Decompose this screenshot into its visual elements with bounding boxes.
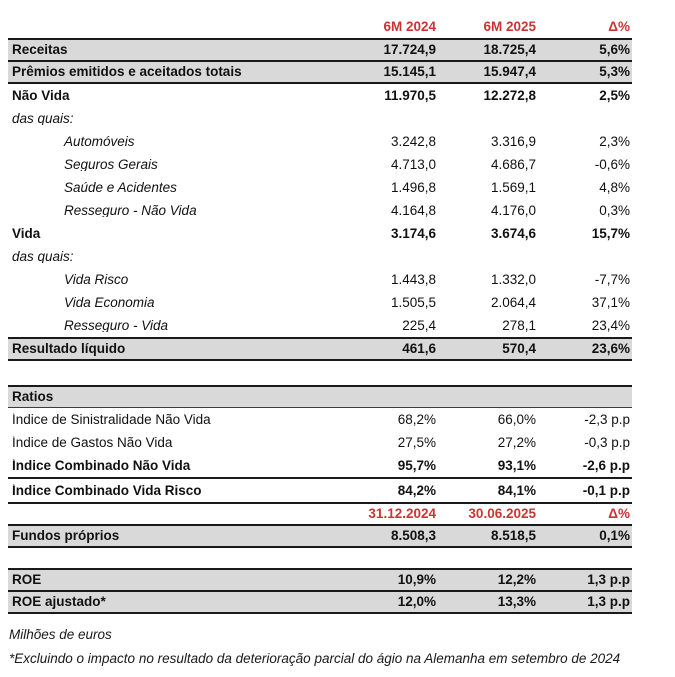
units-note: Milhões de euros [9, 627, 112, 642]
row-roe-ajustado [8, 592, 632, 614]
value-period1: 3.174,6 [390, 225, 436, 241]
row-resseguro-nao-vida [8, 199, 632, 222]
value-period2: 4.686,7 [490, 156, 536, 172]
value-period2: 84,1% [497, 482, 536, 498]
value-delta: 15,7% [591, 225, 630, 241]
value-delta: 23,6% [591, 341, 630, 357]
column-header-6m-2025: 6M 2025 [483, 19, 536, 35]
row-label: Vida Economia [64, 295, 155, 310]
value-period1: 17.724,9 [383, 42, 436, 58]
value-delta: -0,1 p.p [582, 482, 630, 498]
value-period1: 461,6 [402, 341, 436, 357]
row-indice-combinado-vida-risco [8, 479, 632, 504]
row-indice-sinistralidade [8, 408, 632, 431]
value-delta: -7,7% [594, 271, 630, 287]
row-nao-vida [8, 84, 632, 107]
value-period1: 15.145,1 [383, 64, 436, 80]
column-header-6m-2024: 6M 2024 [383, 19, 436, 35]
value-period2: 12,2% [497, 572, 536, 588]
row-receitas [8, 38, 632, 62]
row-label: ROE [12, 573, 42, 587]
value-period1: 11.970,5 [384, 87, 436, 103]
row-premios-emitidos [8, 62, 632, 84]
value-period2: 3.316,9 [490, 133, 536, 149]
value-period2: 4.176,0 [490, 202, 536, 218]
value-delta: 1,3 p.p [587, 572, 630, 588]
row-das-quais [8, 245, 632, 268]
value-period1: 1.443,8 [390, 271, 436, 287]
value-period2: 93,1% [497, 457, 536, 473]
row-ratios-header [8, 385, 632, 408]
value-delta: 37,1% [591, 294, 630, 310]
row-label: Não Vida [12, 88, 70, 103]
row-label: Automóveis [64, 134, 135, 149]
row-indice-combinado-nao-vida [8, 454, 632, 479]
value-period1: 225,4 [402, 317, 436, 333]
row-label: Índice de Gastos Não Vida [12, 435, 173, 450]
value-period1: 68,2% [397, 411, 436, 427]
row-label: Índice Combinado Não Vida [12, 458, 191, 473]
row-roe [8, 568, 632, 592]
value-delta: 1,3 p.p [587, 594, 630, 610]
row-das-quais [8, 107, 632, 130]
row-label: Resseguro - Não Vida [64, 203, 197, 218]
section-spacer [8, 361, 632, 385]
row-label: Receitas [12, 43, 68, 57]
value-period2: 8.518,5 [490, 528, 536, 544]
column-header-delta: Δ% [608, 506, 630, 522]
row-label: das quais: [12, 249, 74, 264]
section-spacer [8, 548, 632, 568]
row-label: Vida [12, 226, 41, 241]
row-saude-acidentes [8, 176, 632, 199]
row-label: Vida Risco [64, 272, 129, 287]
value-period2: 15.947,4 [483, 64, 536, 80]
value-period2: 1.569,1 [490, 179, 536, 195]
value-period1: 95,7% [397, 457, 436, 473]
value-period1: 4.164,8 [390, 202, 436, 218]
value-period1: 84,2% [397, 482, 436, 498]
row-label: Seguros Gerais [64, 157, 158, 172]
value-period2: 18.725,4 [483, 42, 536, 58]
row-vida-risco [8, 268, 632, 291]
value-period1: 8.508,3 [390, 528, 436, 544]
value-period1: 27,5% [397, 434, 436, 450]
value-delta: 4,8% [599, 179, 630, 195]
value-period2: 27,2% [497, 434, 536, 450]
value-period1: 1.505,5 [390, 294, 436, 310]
value-delta: 5,3% [599, 64, 630, 80]
row-vida-economia [8, 291, 632, 314]
row-label: Fundos próprios [12, 529, 120, 543]
value-period2: 570,4 [502, 341, 536, 357]
column-header-row [8, 16, 632, 38]
value-period2: 12.272,8 [483, 87, 536, 103]
value-delta: -0,6% [594, 156, 630, 172]
row-label: das quais: [12, 111, 74, 126]
value-period2: 66,0% [497, 411, 536, 427]
value-delta: -2,6 p.p [582, 457, 630, 473]
value-period1: 12,0% [397, 594, 436, 610]
value-period1: 4.713,0 [390, 156, 436, 172]
value-period1: 1.496,8 [390, 179, 436, 195]
value-delta: 23,4% [591, 317, 630, 333]
value-delta: 2,3% [599, 133, 630, 149]
column-header-30-06-2025: 30.06.2025 [468, 506, 536, 522]
results-table [8, 16, 632, 614]
value-delta: 5,6% [599, 42, 630, 58]
value-period2: 3.674,6 [490, 225, 536, 241]
value-period2: 13,3% [497, 594, 536, 610]
column-header-delta: Δ% [608, 19, 630, 35]
row-label: Saúde e Acidentes [64, 180, 177, 195]
value-delta: 2,5% [599, 87, 630, 103]
row-label: Resultado líquido [12, 342, 126, 356]
value-delta: 0,1% [599, 528, 630, 544]
value-delta: -2,3 p.p [584, 411, 630, 427]
value-period2: 2.064,4 [490, 294, 536, 310]
row-resultado-liquido [8, 337, 632, 361]
value-period2: 278,1 [502, 317, 536, 333]
section-title: Ratios [12, 390, 54, 404]
row-fundos-proprios [8, 524, 632, 548]
row-indice-gastos [8, 431, 632, 454]
row-seguros-gerais [8, 153, 632, 176]
value-period2: 1.332,0 [490, 271, 536, 287]
row-vida [8, 222, 632, 245]
row-label: ROE ajustado* [12, 595, 106, 609]
row-resseguro-vida [8, 314, 632, 337]
asterisk-note: *Excluindo o impacto no resultado da deterioração parcial do ágio na Alemanha em setembro de 2024 [9, 651, 621, 666]
value-period1: 10,9% [397, 572, 436, 588]
footnotes [9, 627, 620, 675]
row-label: Resseguro - Vida [64, 318, 169, 333]
row-label: Índice Combinado Vida Risco [12, 483, 202, 498]
column-header-31-12-2024: 31.12.2024 [368, 506, 436, 522]
value-period1: 3.242,8 [390, 133, 436, 149]
value-delta: -0,3 p.p [584, 434, 630, 450]
column-header-row-dates [8, 504, 632, 524]
row-label: Prêmios emitidos e aceitados totais [12, 65, 242, 79]
value-delta: 0,3% [599, 202, 630, 218]
row-label: Índice de Sinistralidade Não Vida [12, 412, 211, 427]
row-automoveis [8, 130, 632, 153]
